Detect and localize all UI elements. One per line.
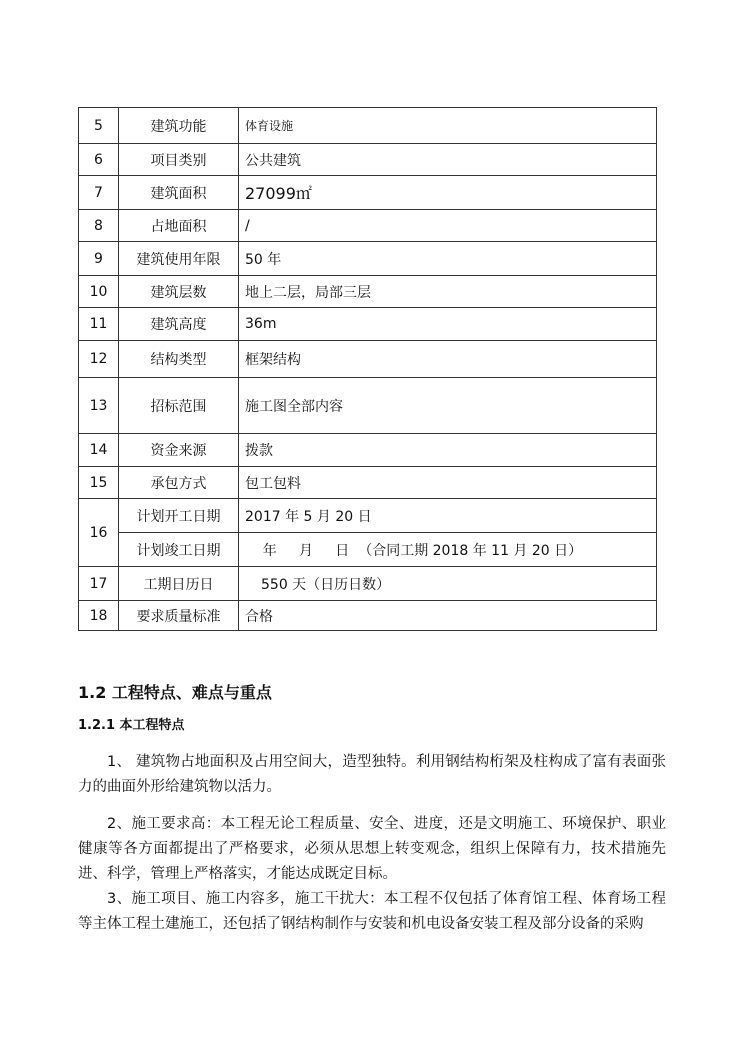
row-value-secondary: 年 月 日 （合同工期 2018 年 11 月 20 日） bbox=[239, 533, 657, 567]
row-label: 要求质量标准 bbox=[119, 601, 239, 631]
row-label: 建筑面积 bbox=[119, 176, 239, 210]
row-number: 17 bbox=[79, 567, 119, 601]
row-number: 9 bbox=[79, 242, 119, 276]
row-value: 框架结构 bbox=[239, 341, 657, 378]
row-value: 体育设施 bbox=[239, 108, 657, 144]
table-row bbox=[79, 567, 657, 601]
table-row bbox=[79, 533, 657, 567]
table-row bbox=[79, 308, 657, 341]
row-label: 占地面积 bbox=[119, 210, 239, 242]
row-value: 合格 bbox=[239, 601, 657, 631]
row-label: 建筑使用年限 bbox=[119, 242, 239, 276]
row-number: 8 bbox=[79, 210, 119, 242]
row-number: 5 bbox=[79, 108, 119, 144]
row-label: 承包方式 bbox=[119, 467, 239, 499]
row-label: 计划开工日期 bbox=[119, 499, 239, 533]
table-row bbox=[79, 434, 657, 467]
row-value: 36m bbox=[239, 308, 657, 341]
row-value: 施工图全部内容 bbox=[239, 378, 657, 434]
project-info-table bbox=[78, 107, 657, 631]
paragraph: 2、施工要求高：本工程无论工程质量、安全、进度，还是文明施工、环境保护、职业健康等各方面都提出了严格要求，必须从思想上转变观念，组织上保障有力，技术措施先进、科学，管理上严格落实，才能达成既定目标。 bbox=[78, 816, 666, 882]
row-label: 招标范围 bbox=[119, 378, 239, 434]
table-row bbox=[79, 499, 657, 533]
row-label: 建筑高度 bbox=[119, 308, 239, 341]
table-row bbox=[79, 341, 657, 378]
paragraph: 1、 建筑物占地面积及占用空间大，造型独特。利用钢结构桁架及柱构成了富有表面张力的曲面外形给建筑物以活力。 bbox=[78, 754, 666, 795]
row-number: 14 bbox=[79, 434, 119, 467]
row-value: 公共建筑 bbox=[239, 144, 657, 176]
row-value: 2017 年 5 月 20 日 bbox=[239, 499, 657, 533]
row-value: 50 年 bbox=[239, 242, 657, 276]
row-value: 拨款 bbox=[239, 434, 657, 467]
table-row bbox=[79, 210, 657, 242]
row-number: 12 bbox=[79, 341, 119, 378]
row-value: 550 天（日历日数） bbox=[239, 567, 657, 601]
row-number: 6 bbox=[79, 144, 119, 176]
row-label: 项目类别 bbox=[119, 144, 239, 176]
row-number: 16 bbox=[79, 499, 119, 567]
row-label-secondary: 计划竣工日期 bbox=[119, 533, 239, 567]
row-label: 工期日历日 bbox=[119, 567, 239, 601]
row-value: / bbox=[239, 210, 657, 242]
row-label: 资金来源 bbox=[119, 434, 239, 467]
table-row bbox=[79, 144, 657, 176]
row-number: 7 bbox=[79, 176, 119, 210]
row-number: 13 bbox=[79, 378, 119, 434]
row-value: 27099㎡ bbox=[239, 176, 657, 210]
paragraph: 3、施工项目、施工内容多，施工干扰大：本工程不仅包括了体育馆工程、体育场工程等主体工程土建施工，还包括了钢结构制作与安装和机电设备安装工程及部分设备的采购 bbox=[78, 891, 666, 932]
section-heading: 1.2 工程特点、难点与重点 bbox=[78, 683, 272, 702]
row-label: 建筑层数 bbox=[119, 276, 239, 308]
section-subheading: 1.2.1 本工程特点 bbox=[78, 718, 185, 733]
table-row bbox=[79, 378, 657, 434]
table-row bbox=[79, 601, 657, 631]
row-number: 11 bbox=[79, 308, 119, 341]
table-row bbox=[79, 176, 657, 210]
row-number: 15 bbox=[79, 467, 119, 499]
row-label: 建筑功能 bbox=[119, 108, 239, 144]
table-row bbox=[79, 108, 657, 144]
table-row bbox=[79, 276, 657, 308]
table-row bbox=[79, 467, 657, 499]
row-number: 10 bbox=[79, 276, 119, 308]
row-label: 结构类型 bbox=[119, 341, 239, 378]
row-value: 包工包料 bbox=[239, 467, 657, 499]
row-value: 地上二层，局部三层 bbox=[239, 276, 657, 308]
table-row bbox=[79, 242, 657, 276]
row-number: 18 bbox=[79, 601, 119, 631]
